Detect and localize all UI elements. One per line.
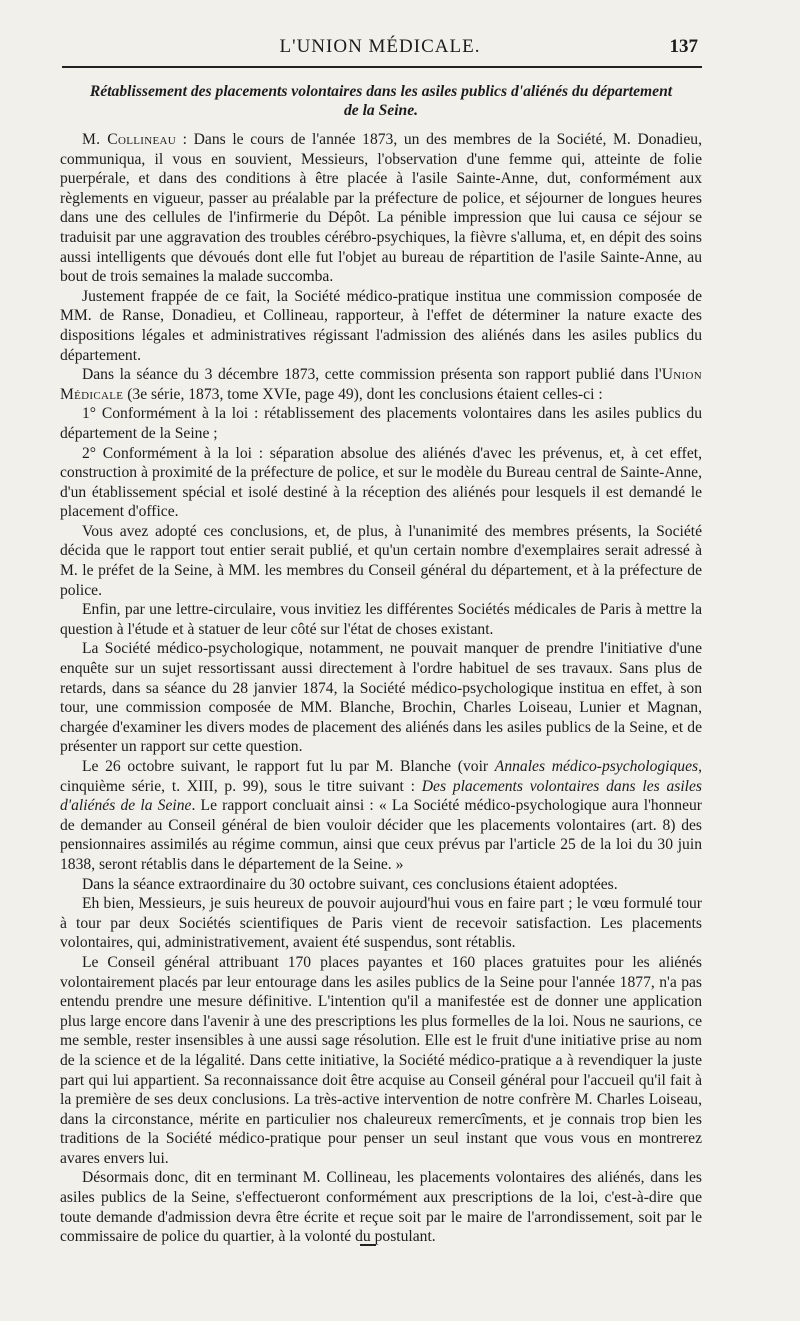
paragraph-4: 1° Conformément à la loi : rétablissement des placements volontaires dans les asiles publics du département de la Seine ; <box>60 405 702 442</box>
page-number: 137 <box>669 36 698 57</box>
journal-name: Union Médicale <box>60 366 702 403</box>
section-title-line2: de la Seine. <box>343 102 419 119</box>
header-rule <box>62 66 702 68</box>
paragraph-3-b: (3e série, 1873, tome XVIe, page 49), dont les conclusions étaient celles-ci : <box>123 385 603 403</box>
paragraph-7: Enfin, par une lettre-circulaire, vous invitiez les différentes Sociétés médicales de Paris à mettre la question à l'étude et à statuer de leur côté sur l'état de choses existant. <box>60 601 702 638</box>
annales-title: Annales médico-psychologiques <box>494 758 699 775</box>
page-header <box>60 30 700 64</box>
paragraph-1-text: : Dans le cours de l'année 1873, un des membres de la Société, M. Donadieu, communiqua, il vous en souvient, Messieurs, l'observation d'une femme qui, atteinte de folie puerpérale, et dans des conditions à être placée à l'asile Sainte-Anne, dut, conformément aux règlements en vigueur, passer au préalable par la préfecture de police, et séjourner de longues heures dans une des cellules de l'infirmerie du Dépôt. La pénible impression que lui causa ce séjour se traduisit par une aggravation des troubles cérébro-psychiques, la fièvre s'alluma, et, en dépit des soins aussi intelligents que dévoués dont elle fut l'objet au bureau de répartition de l'asile Sainte-Anne, au bout de trois semaines la malade succomba. <box>60 131 702 286</box>
running-title: L'UNION MÉDICALE. <box>279 36 481 57</box>
paragraph-11: Eh bien, Messieurs, je suis heureux de pouvoir aujourd'hui vous en faire part ; le vœu formulé tour à tour par deux Sociétés scientifiques de Paris vient de recevoir satisfaction. Les placements volontaires, qui, administrativement, avaient été suspendus, sont rétablis. <box>60 895 702 952</box>
paragraph-9-c: . Le rapport concluait ainsi : « La Société médico-psychologique aura l'honneur de demander au Conseil général de bien vouloir décider que les placements volontaires (art. 8) des pensionnaires assimilés au régime commun, ainsi que ceux prévus par l'article 25 de la loi du 30 juin 1838, seront rétablis dans le département de la Seine. » <box>60 797 702 873</box>
article-body <box>60 82 702 1247</box>
end-mark <box>360 1244 376 1246</box>
report-title: Des placements volontaires dans les asiles d'aliénés de la Seine <box>60 777 702 815</box>
speaker-name: M. Collineau <box>82 131 177 148</box>
paragraph-3-a: Dans la séance du 3 décembre 1873, cette commission présenta son rapport publié dans l' <box>82 366 662 384</box>
section-title <box>78 82 684 120</box>
paragraph-9 <box>60 757 702 875</box>
section-title-line1: Rétablissement des placements volontaires dans les asiles publics d'aliénés du département <box>89 83 673 100</box>
paragraph-1 <box>60 130 702 287</box>
paragraph-10: Dans la séance extraordinaire du 30 octobre suivant, ces conclusions étaient adoptées. <box>82 875 618 893</box>
paragraph-9-b: , cinquième série, t. XIII, p. 99), sous le titre suivant : <box>60 758 702 795</box>
paragraph-5: 2° Conformément à la loi : séparation absolue des aliénés d'avec les prévenus, et, à cet effet, construction à proximité de la préfecture de police, et sur le modèle du Bureau central de Sainte-Anne, d'un établissement spécial et isolé destiné à la réception des aliénés pour lesquels il est demandé le placement d'office. <box>60 444 702 521</box>
paragraph-3 <box>60 365 702 404</box>
paragraph-12: Le Conseil général attribuant 170 places payantes et 160 places gratuites pour les aliénés volontairement placés par leur entourage dans les asiles publics de la Seine pour l'année 1877, n'a pas entendu prendre une mesure définitive. L'intention qu'il a manifestée est de donner une application plus large encore dans l'avenir à une des prescriptions les plus formelles de la loi. Nous ne saurions, ce me semble, rester insensibles à une aussi sage résolution. Elle est le fruit d'une initiative prise au nom de la science et de la légalité. Dans cette initiative, la Société médico-pratique a à revendiquer la juste part qui lui appartient. Sa reconnaissance doit être acquise au Conseil général pour l'accueil qu'il fait à la première de ses deux conclusions. La très-active intervention de notre confrère M. Charles Loiseau, dans la circonstance, mérite en particulier nos chaleureux remercîments, et je connais trop bien les traditions de la Société médico-pratique pour penser un seul instant que vous vous en montrerez avares envers lui. <box>60 953 702 1167</box>
paragraph-6: Vous avez adopté ces conclusions, et, de plus, à l'unanimité des membres présents, la Société décida que le rapport tout entier serait publié, et qu'un certain nombre d'exemplaires serait adressé à M. le préfet de la Seine, à MM. les membres du Conseil général du département, et à la préfecture de police. <box>60 522 702 599</box>
paragraph-9-a: Le 26 octobre suivant, le rapport fut lu par M. Blanche (voir <box>82 758 495 775</box>
paragraph-2: Justement frappée de ce fait, la Société médico-pratique institua une commission composée de MM. de Ranse, Donadieu, et Collineau, rapporteur, à l'effet de déterminer la nature exacte des dispositions légales et administratives régissant l'admission des aliénés dans les asiles publics du département. <box>60 287 702 364</box>
paragraph-13: Désormais donc, dit en terminant M. Collineau, les placements volontaires des aliénés, dans les asiles publics de la Seine, s'effectueront conformément aux prescriptions de la loi, c'est-à-dire que toute demande d'admission devra être écrite et reçue soit par le maire de l'arrondissement, soit par le commissaire de police du quartier, à la volonté du postulant. <box>60 1169 702 1246</box>
paragraph-8: La Société médico-psychologique, notamment, ne pouvait manquer de prendre l'initiative d'une enquête sur un sujet ressortissant aussi directement à l'ordre habituel de ses travaux. Sans plus de retards, dans sa séance du 28 janvier 1874, la Société médico-psychologique institua en effet, à son tour, une commission composée de MM. Blanche, Brochin, Charles Loiseau, Lunier et Magnan, chargée d'examiner les divers modes de placement des aliénés dans les asiles publics de la Seine, et de présenter un rapport sur cette question. <box>60 640 702 756</box>
